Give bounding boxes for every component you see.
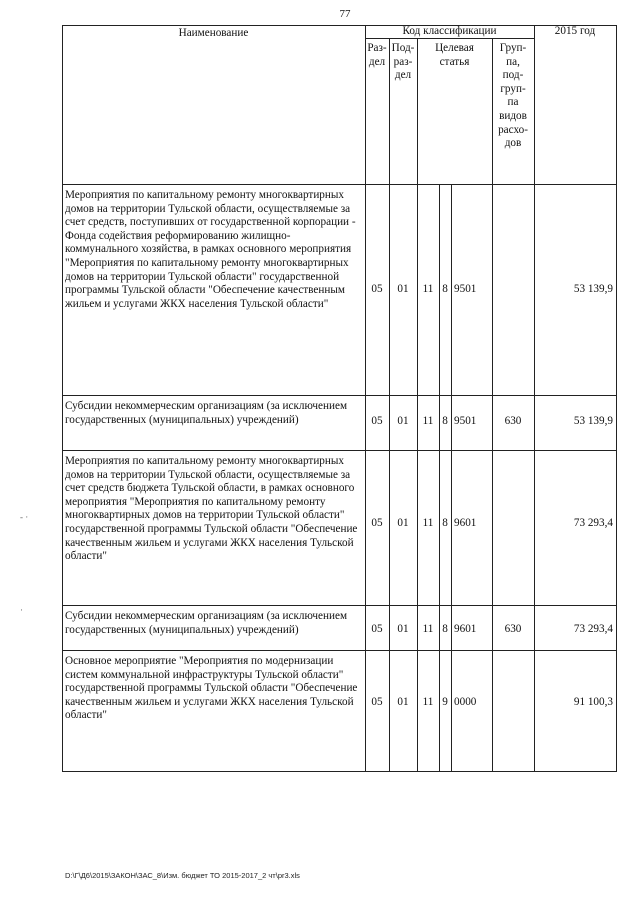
budget-table bbox=[62, 25, 617, 772]
row-5-section: 05 bbox=[371, 696, 383, 708]
row-2-amount: 53 139,9 bbox=[573, 415, 613, 427]
header-section bbox=[365, 42, 389, 69]
row-3-amount: 73 293,4 bbox=[573, 517, 613, 529]
col-rule-expense bbox=[534, 25, 535, 772]
row-2-item: 9501 bbox=[454, 415, 477, 427]
row-2-name: Субсидии некоммерческим организациям (за исключением государственных (муниципальных) учреждений) bbox=[65, 400, 348, 426]
row-2-subsection: 01 bbox=[397, 415, 409, 427]
header-expense-group bbox=[492, 42, 534, 151]
col-rule-subprogram bbox=[451, 184, 452, 772]
row-4-expense: 630 bbox=[504, 623, 522, 635]
header-subsection-line: Под- bbox=[391, 42, 415, 54]
row-5-subprogram: 9 bbox=[442, 696, 448, 708]
header-expense-line: расхо- bbox=[498, 123, 528, 136]
row-1-program: 11 bbox=[422, 283, 434, 295]
row-3-program: 11 bbox=[422, 517, 434, 529]
row-1-subsection: 01 bbox=[397, 283, 409, 295]
header-target-item bbox=[417, 42, 492, 69]
header-target-item-line: статья bbox=[439, 55, 470, 68]
row-1-name: Мероприятия по капитальному ремонту многоквартирных домов на территории Тульской области, осуществляемые за счет средств, поступивших от государственной корпорации - Фонда содействия реформированию жилищно-коммунального хозяйства, в рамках основного мероприятия "Мероприятия по капитальному ремонту многоквартирных домов на территории Тульской области" государственной программы Тульской области "Обеспечение качественным жильем и услугами ЖКХ населения Тульской области" bbox=[65, 189, 356, 310]
row-5-item: 0000 bbox=[454, 696, 477, 708]
col-rule-subsection bbox=[417, 38, 418, 772]
row-2-subprogram: 8 bbox=[442, 415, 448, 427]
footer-file-path: D:\Г\Д6\2015\ЗАКОН\ЗАС_8\Изм. бюджет ТО 2015-2017_2 чт\pr3.xls bbox=[65, 871, 300, 880]
row-3-subprogram: 8 bbox=[442, 517, 448, 529]
table-border-right bbox=[616, 25, 617, 772]
col-rule-name bbox=[365, 25, 366, 772]
row-1-section: 05 bbox=[371, 283, 383, 295]
header-expense-line: под- bbox=[502, 69, 524, 82]
scan-artifact: · bbox=[20, 605, 23, 615]
page-number: 77 bbox=[339, 8, 351, 20]
row-2-section: 05 bbox=[371, 415, 383, 427]
header-expense-line: па, bbox=[506, 55, 520, 68]
header-subsection-line: дел bbox=[394, 69, 412, 82]
row-4-name: Субсидии некоммерческим организациям (за исключением государственных (муниципальных) учреждений) bbox=[65, 610, 348, 636]
row-2-expense: 630 bbox=[504, 415, 522, 427]
row-4-item: 9601 bbox=[454, 623, 477, 635]
row-5-amount: 91 100,3 bbox=[573, 696, 613, 708]
header-subsection-line: раз- bbox=[393, 55, 413, 68]
row-5-program: 11 bbox=[422, 696, 434, 708]
row-4-subprogram: 8 bbox=[442, 623, 448, 635]
row-4-amount: 73 293,4 bbox=[573, 623, 613, 635]
header-expense-line: па bbox=[507, 96, 519, 109]
row-1-item: 9501 bbox=[454, 283, 477, 295]
header-section-line: Раз- bbox=[367, 42, 387, 54]
header-section-line: дел bbox=[368, 55, 386, 68]
row-3-section: 05 bbox=[371, 517, 383, 529]
row-4-section: 05 bbox=[371, 623, 383, 635]
row-5-name: Основное мероприятие "Мероприятия по модернизации систем коммунальной инфраструктуры Тульской области" государственной программы Тульской области "Обеспечение качественным жильем и услугами ЖКХ населения Тульской области" bbox=[65, 655, 358, 722]
row-4-subsection: 01 bbox=[397, 623, 409, 635]
header-year: 2015 год bbox=[554, 25, 596, 37]
header-expense-line: дов bbox=[504, 137, 522, 150]
col-rule-section bbox=[389, 38, 390, 772]
header-name: Наименование bbox=[178, 27, 249, 39]
header-target-item-line: Целевая bbox=[435, 42, 474, 54]
header-expense-line: видов bbox=[499, 109, 527, 122]
col-rule-program bbox=[439, 184, 440, 772]
scan-artifact: - · bbox=[20, 512, 29, 522]
header-expense-line: Груп- bbox=[499, 42, 527, 54]
row-3-item: 9601 bbox=[454, 517, 477, 529]
row-1-amount: 53 139,9 bbox=[573, 283, 613, 295]
row-3-name: Мероприятия по капитальному ремонту многоквартирных домов на территории Тульской области, осуществляемые за счет средств бюджета Тульской области, в рамках основного мероприятия "Мероприятия по капитальному ремонту многоквартирных домов на территории Тульской области" государственной программы Тульской области "Обеспечение качественным жильем и услугами ЖКХ населения Тульской области" bbox=[65, 455, 358, 563]
header-subsection bbox=[389, 42, 417, 83]
header-code-group: Код классификации bbox=[402, 25, 497, 37]
row-3-subsection: 01 bbox=[397, 517, 409, 529]
header-expense-line: груп- bbox=[500, 82, 526, 95]
row-4-program: 11 bbox=[422, 623, 434, 635]
row-2-program: 11 bbox=[422, 415, 434, 427]
row-1-subprogram: 8 bbox=[442, 283, 448, 295]
row-5-subsection: 01 bbox=[397, 696, 409, 708]
